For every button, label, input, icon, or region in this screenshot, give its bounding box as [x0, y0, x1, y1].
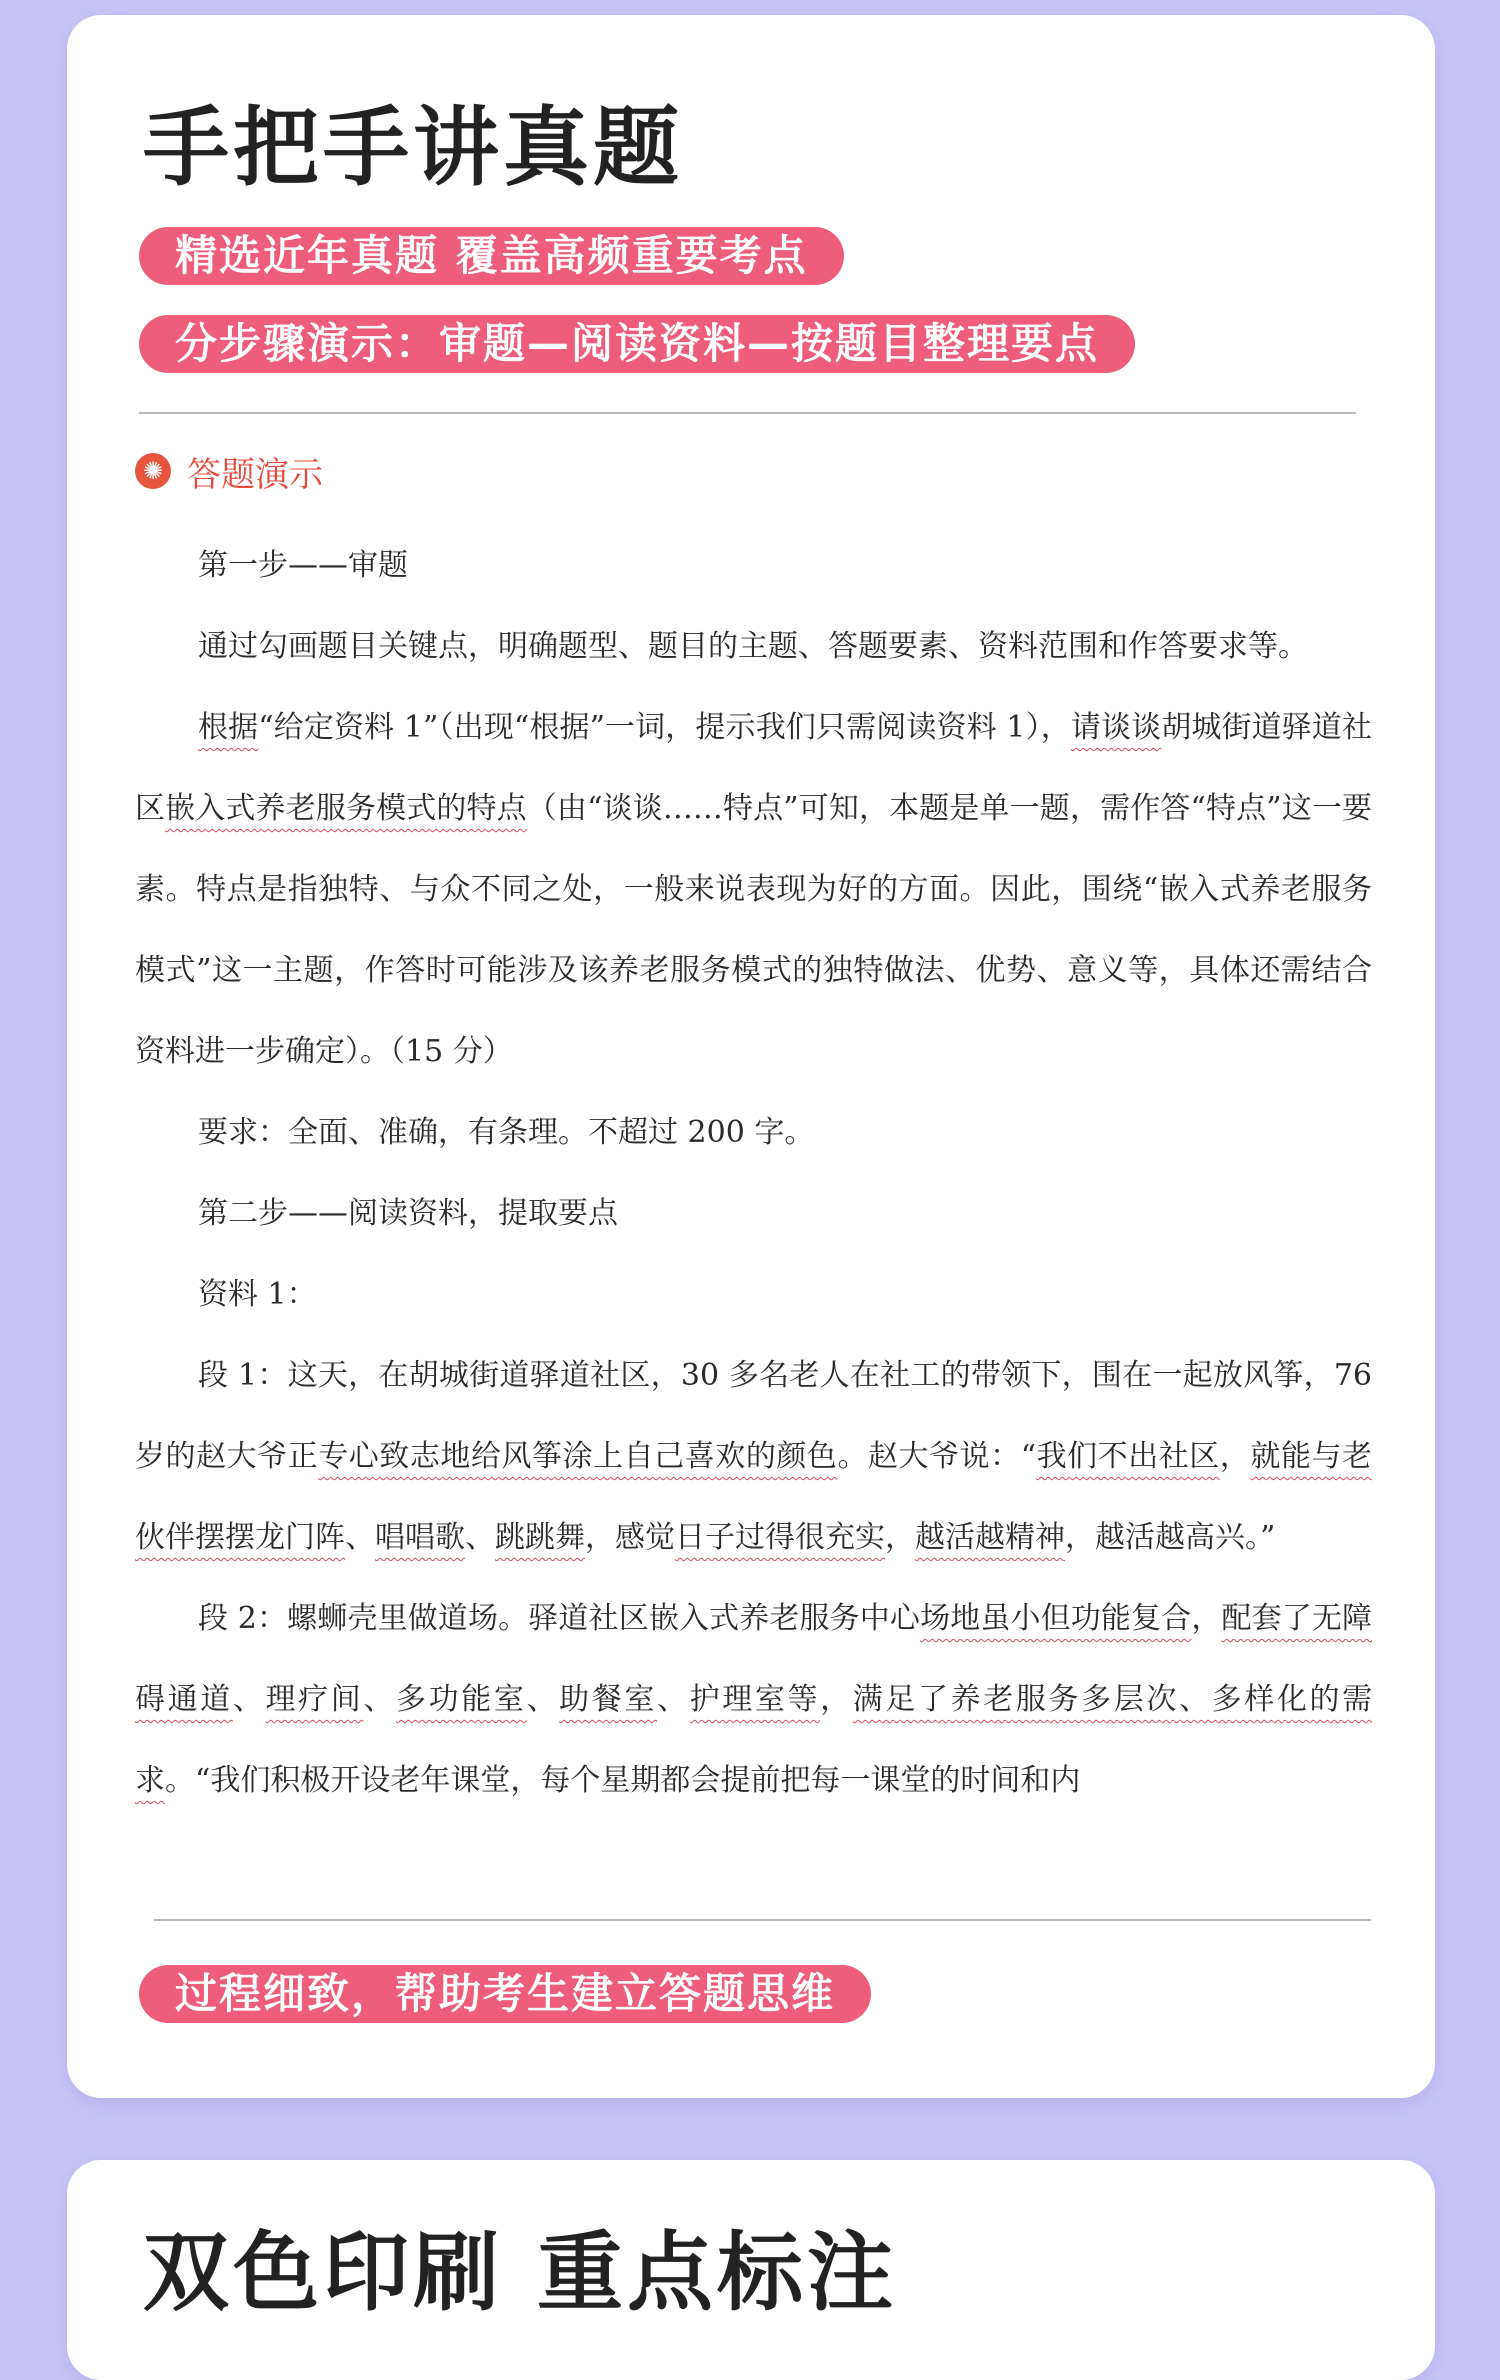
feature-card-two-color-print	[67, 2160, 1435, 2380]
text-segment: ，越活越高兴。”	[1065, 1520, 1276, 1555]
text-segment: 、	[657, 1682, 690, 1717]
feature-pill-selected-questions: 精选近年真题 覆盖高频重要考点	[139, 227, 844, 285]
text-segment: 。“我们积极开设老年课堂，每个星期都会提前把每一课堂的时间和内	[165, 1763, 1081, 1798]
feature-pill-step-demo: 分步骤演示：审题—阅读资料—按题目整理要点	[139, 315, 1135, 373]
paragraph-requirements: 要求：全面、准确，有条理。不超过 200 字。	[198, 1115, 815, 1150]
marked-text: 根据	[198, 710, 259, 745]
paragraph-section-1	[135, 1335, 1372, 1578]
text-segment: 、	[526, 1682, 560, 1717]
text-segment: 、	[345, 1520, 375, 1555]
marked-text: 我们不出社区	[1036, 1439, 1220, 1474]
section-label: 答题演示	[187, 454, 323, 495]
section-header-answer-demo	[135, 448, 323, 494]
text-segment: 。赵大爷说：“	[837, 1439, 1037, 1474]
step1-heading: 第一步——审题	[198, 548, 408, 583]
text-segment: 、	[465, 1520, 495, 1555]
paragraph-1: 通过勾画题目关键点，明确题型、题目的主题、答题要素、资料范围和作答要求等。	[198, 629, 1308, 664]
text-segment: ，感觉	[585, 1520, 675, 1555]
marked-text: 多功能室	[396, 1682, 527, 1717]
divider	[154, 1919, 1371, 1921]
text-segment: 、	[232, 1682, 266, 1717]
marked-text: 跳跳舞	[495, 1520, 585, 1555]
text-segment: 段 1：这天，在胡城街道驿道社区，30 多名老人在社工的带领下，围在一起放风筝，76 岁的赵大爷正	[135, 1358, 1372, 1474]
marked-text: 场地虽小但功能复合	[920, 1601, 1192, 1636]
text-segment: 段 2：螺蛳壳里做道场。驿道社区嵌入式养老服务中心	[198, 1601, 921, 1636]
marked-text: 嵌入式养老服务模式的特点	[165, 791, 527, 826]
text-segment: ，	[820, 1682, 853, 1717]
card-title: 手把手讲真题	[143, 98, 683, 198]
sun-icon: ✺	[135, 453, 171, 489]
text-segment: ，	[1191, 1601, 1222, 1636]
text-segment: ，	[1219, 1439, 1251, 1474]
marked-text: 理疗间	[265, 1682, 364, 1717]
card-title: 双色印刷 重点标注	[143, 2223, 897, 2323]
paragraph-section-2	[135, 1578, 1372, 1821]
text-segment: 、	[363, 1682, 396, 1717]
marked-text: 请谈谈	[1070, 710, 1162, 745]
marked-text: 助餐室	[559, 1682, 657, 1717]
marked-text: 满足了养老服务多层次、多样化的需求	[135, 1682, 1373, 1798]
divider	[139, 412, 1356, 414]
marked-text: 护理室等	[689, 1682, 821, 1717]
text-segment: “给定资料 1”	[258, 710, 439, 745]
paragraph-2	[135, 687, 1372, 1092]
marked-text: 唱唱歌	[375, 1520, 465, 1555]
marked-text: 配套了无障碍通道	[135, 1601, 1373, 1717]
feature-pill-detailed-process: 过程细致，帮助考生建立答题思维	[139, 1965, 871, 2023]
text-segment: 胡城街道驿道社区	[135, 710, 1373, 826]
marked-text: 就能与老伙伴摆摆龙门阵	[135, 1439, 1373, 1555]
step2-heading: 第二步——阅读资料，提取要点	[198, 1196, 618, 1231]
text-segment: （出现“根据”一词，提示我们只需阅读资料 1），	[438, 710, 1071, 745]
marked-text: 专心致志地给风筝涂上自己喜欢的颜色	[318, 1439, 838, 1474]
text-segment: ，	[885, 1520, 915, 1555]
sample-page-text	[135, 525, 1372, 1821]
feature-card-exam-walkthrough	[67, 15, 1435, 2098]
material-label: 资料 1：	[198, 1277, 317, 1312]
marked-text: 日子过得很充实	[675, 1520, 885, 1555]
marked-text: 越活越精神	[915, 1520, 1065, 1555]
text-segment: （由“谈谈……特点”可知，本题是单一题，需作答“特点”这一要素。特点是指独特、与众不同之处，一般来说表现为好的方面。因此，围绕“嵌入式养老服务模式”这一主题，作答时可能涉及该养老服务模式的独特做法、优势、意义等，具体还需结合资料进一步确定）。（15 分）	[135, 791, 1372, 1069]
